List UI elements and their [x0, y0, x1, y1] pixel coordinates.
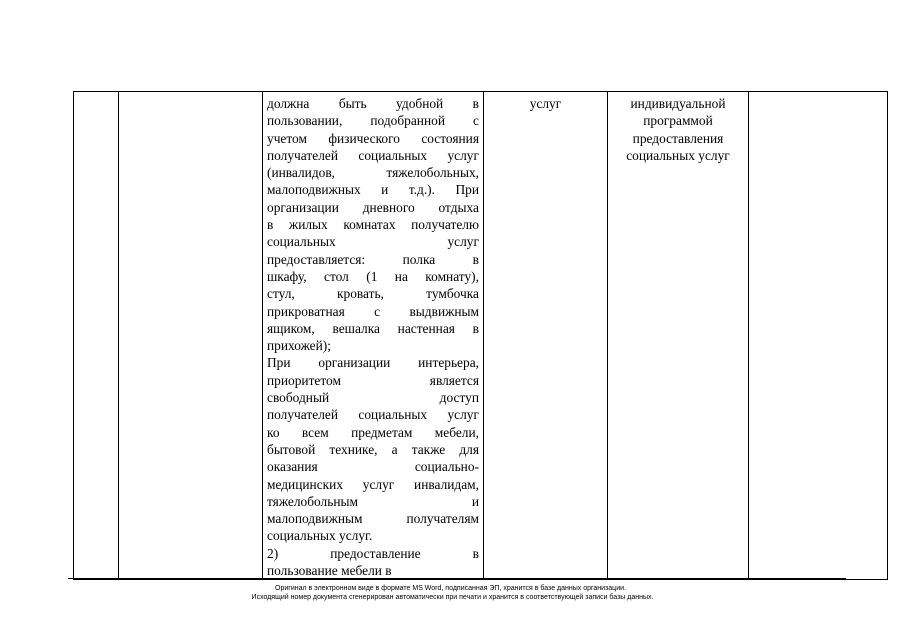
table-cell-number	[74, 92, 119, 580]
description-line: учетом физического состояния	[267, 130, 479, 146]
description-line: 2) предоставление в	[267, 545, 479, 561]
footer-divider	[68, 578, 846, 579]
description-line: ко всем предметам мебели,	[267, 424, 479, 440]
description-line: бытовой технике, а также для	[267, 441, 479, 457]
footer-note-outgoing-number: Исходящий номер документа сгенерирован автоматически при печати и хранится в соответствующей записи базы данных.	[251, 594, 654, 601]
table-cell-service-name	[119, 92, 263, 580]
description-line: предоставляется: полка в	[267, 251, 479, 267]
term-text	[608, 92, 748, 164]
description-line: тяжелобольным и	[267, 493, 479, 509]
description-line: ящиком, вешалка настенная в	[267, 320, 479, 336]
description-line: организации дневного отдыха	[267, 199, 479, 215]
services-table	[73, 91, 888, 580]
table-cell-notes	[749, 92, 888, 580]
description-line: пользование мебели в	[267, 563, 392, 579]
description-line: пользовании, подобранной с	[267, 113, 479, 129]
description-line: При организации интерьера,	[267, 355, 479, 371]
description-line: должна быть удобной в	[267, 96, 479, 111]
description-line: (инвалидов, тяжелобольных,	[267, 165, 479, 181]
description-line: в жилых комнатах получателю	[267, 217, 479, 233]
description-line: малоподвижным получателям	[267, 511, 479, 527]
term-line: социальных услуг	[626, 147, 730, 163]
table-cell-volume	[484, 92, 608, 580]
description-line: приоритетом является	[267, 372, 479, 388]
term-line: индивидуальной	[630, 96, 726, 111]
description-text	[263, 92, 483, 579]
description-line: свободный доступ	[267, 390, 479, 406]
term-line: предоставления	[632, 130, 724, 146]
description-line: прикроватная с выдвижным	[267, 303, 479, 319]
table-cell-term	[608, 92, 749, 580]
footer-note-original: Оригинал в электронном виде в формате MS Word, подписанная ЭП, хранится в базе данных организации.	[275, 585, 626, 592]
table-row	[74, 92, 888, 580]
description-line: получателей социальных услуг	[267, 407, 479, 423]
description-line: социальных услуг.	[267, 528, 373, 544]
description-line: стул, кровать, тумбочка	[267, 286, 479, 302]
description-line: медицинских услуг инвалидам,	[267, 476, 479, 492]
term-line: программой	[643, 113, 713, 129]
description-line: социальных услуг	[267, 234, 479, 250]
volume-text: услуг	[529, 96, 562, 111]
table-cell-description	[263, 92, 484, 580]
description-line: оказания социально-	[267, 459, 479, 475]
description-line: малоподвижных и т.д.). При	[267, 182, 479, 198]
description-line: шкафу, стол (1 на комнату),	[267, 268, 479, 284]
description-line: получателей социальных услуг	[267, 147, 479, 163]
description-line: прихожей);	[267, 338, 331, 354]
